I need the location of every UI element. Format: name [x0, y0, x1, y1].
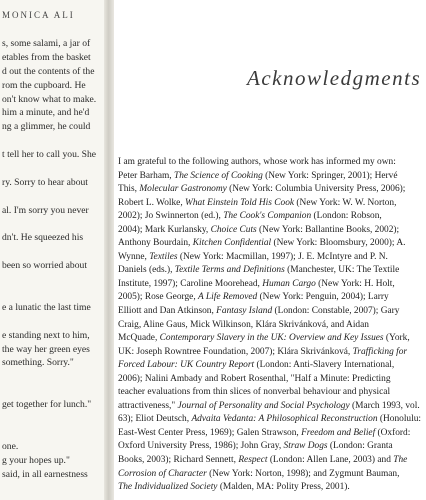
italic-title: Respect	[238, 455, 268, 466]
text-segment: (New York: W. W. Norton,	[294, 197, 397, 208]
text-line: d out the contents of the	[2, 65, 95, 77]
text-segment: Books, 2003); Richard Sennett,	[118, 455, 239, 466]
acknowledgments-text	[118, 156, 426, 495]
italic-title: Human Cargo	[262, 278, 316, 289]
text-line	[2, 162, 107, 176]
text-line	[118, 210, 426, 224]
text-line: something. Sorry."	[2, 357, 74, 369]
text-line: ng a glimmer, he could	[2, 121, 91, 133]
italic-title: Fantasy Island	[216, 306, 273, 317]
text-segment: (London: Robson,	[311, 211, 382, 222]
text-segment: (Honolulu:	[377, 414, 422, 425]
text-line	[2, 370, 107, 384]
text-segment: Oxford University Press, 1986); John Gray,	[118, 441, 284, 452]
text-line	[118, 224, 426, 238]
text-line	[118, 332, 426, 346]
text-segment: (New York: Springer, 2001); Hervé	[262, 170, 398, 181]
text-line	[118, 237, 426, 251]
text-line	[2, 218, 107, 232]
italic-title: Freedom and Belief	[301, 427, 376, 438]
italic-title: Forced Labour: UK Country Report	[118, 360, 255, 371]
text-line: etables from the basket	[2, 51, 91, 63]
text-line	[118, 291, 426, 305]
text-line	[2, 134, 107, 148]
text-segment: (London: Granta	[327, 441, 393, 452]
text-line	[118, 319, 426, 333]
text-segment: Anthony Bourdain,	[118, 238, 193, 249]
text-line: t tell her to call you. She	[2, 149, 97, 161]
text-line: one.	[2, 440, 19, 452]
italic-title: The Cook's Companion	[223, 211, 312, 222]
italic-title: The	[393, 455, 408, 466]
text-segment: teacher evaluations from thin slices of nonverbal behaviour and physical	[118, 387, 391, 398]
text-segment: (New York: H. Holt,	[315, 278, 395, 289]
text-line	[2, 384, 107, 398]
text-segment: (Manchester, UK: The Textile	[284, 265, 400, 276]
text-line	[118, 386, 426, 400]
text-segment: 2005); Rose George,	[118, 292, 199, 303]
text-line: on't know what to make.	[2, 93, 97, 105]
text-segment: 2006); Nalini Ambady and Robert Rosenthal, "Half a Minute: Predicting	[118, 373, 391, 384]
text-segment: (New York: Ballantine Books, 2002);	[256, 224, 400, 235]
italic-title: The Science of Cooking	[173, 170, 263, 181]
text-line: al. I'm sorry you never	[2, 204, 89, 216]
text-segment: (York,	[383, 333, 410, 344]
italic-title: The Individualized Society	[118, 482, 218, 493]
text-line	[2, 273, 107, 287]
text-line	[118, 440, 426, 454]
italic-title: Contemporary Slavery in the UK: Overview and Key Issues	[159, 333, 384, 344]
text-line: dn't. He squeezed his	[2, 232, 84, 244]
right-page	[114, 0, 426, 500]
text-line	[118, 400, 426, 414]
text-segment: This,	[118, 184, 140, 195]
book-gutter	[104, 0, 114, 500]
text-line	[118, 264, 426, 278]
italic-title: Textiles	[149, 251, 178, 262]
text-line	[2, 245, 107, 259]
text-segment: Institute, 1997); Caroline Moorehead,	[118, 278, 263, 289]
text-segment: (Malden, MA: Polity Press, 2001).	[217, 482, 350, 493]
text-line	[118, 359, 426, 373]
left-page	[0, 0, 107, 500]
text-segment: (New York: Norton, 1998); and Zygmunt Bauman,	[206, 468, 400, 479]
text-line	[2, 412, 107, 426]
text-line	[2, 315, 107, 329]
text-line: the way her green eyes	[2, 343, 90, 355]
text-line	[2, 190, 107, 204]
italic-title: Straw Dogs	[283, 441, 328, 452]
text-line	[118, 373, 426, 387]
text-line: rom the cupboard. He	[2, 79, 86, 91]
text-segment: Elliott and Dan Atkinson,	[118, 306, 217, 317]
text-line: s, some salami, a jar of	[2, 38, 91, 49]
text-line: e standing next to him,	[2, 329, 90, 341]
running-head: MONICA ALI	[2, 10, 75, 20]
italic-title: Advaita Vedanta: A Philosophical Reconstruction	[191, 414, 378, 425]
text-segment: UK: Joseph Rowntree Foundation, 2007); Klára Skrivánková,	[118, 346, 353, 357]
italic-title: Kitchen Confidential	[192, 238, 272, 249]
text-segment: Peter Barham,	[118, 170, 174, 181]
text-line	[118, 468, 426, 482]
text-segment: (New York: Columbia University Press, 2006);	[226, 184, 406, 195]
text-line	[118, 413, 426, 427]
text-line: ry. Sorry to hear about	[2, 176, 88, 188]
italic-title: Molecular Gastronomy	[139, 184, 227, 195]
text-segment: Craig, Aline Gaus, Mick Wilkinson, Klára Skrivánková, and Aidan	[118, 319, 369, 330]
italic-title: Textile Terms and Definitions	[174, 265, 285, 276]
text-segment: (London: Allen Lane, 2003) and	[267, 455, 394, 466]
italic-title: Journal of Personality and Social Psychology	[177, 400, 350, 411]
text-line: get together for lunch."	[2, 399, 92, 411]
text-line: g your hopes up."	[2, 454, 70, 466]
text-segment: Daniels (eds.),	[118, 265, 175, 276]
italic-title: Corrosion of Character	[118, 468, 207, 479]
text-line	[118, 346, 426, 360]
text-segment: attractiveness,"	[118, 400, 178, 411]
italic-title: A Life Removed	[198, 292, 258, 303]
text-segment: East-West Center Press, 1969); Galen Strawson,	[118, 427, 302, 438]
italic-title: Trafficking for	[352, 346, 408, 357]
text-segment: I am grateful to the following authors, whose work has informed my own:	[118, 157, 396, 167]
text-line	[118, 170, 426, 184]
text-line	[118, 197, 426, 211]
text-segment: (New York: Macmillan, 1997); J. E. McIntyre and P. N.	[177, 251, 388, 262]
text-segment: 2002); Jo Swinnerton (ed.),	[118, 211, 224, 222]
text-line	[118, 481, 426, 495]
text-segment: (Oxford:	[375, 427, 411, 438]
text-line: e a lunatic the last time	[2, 301, 91, 313]
text-segment: 2004); Mark Kurlansky,	[118, 224, 211, 235]
text-line: been so worried about	[2, 260, 87, 272]
italic-title: What Einstein Told His Cook	[185, 197, 295, 208]
text-segment: Wynne,	[118, 251, 150, 262]
text-segment: (New York: Penguin, 2004); Larry	[257, 292, 389, 303]
text-line	[118, 278, 426, 292]
page-title: Acknowledgments	[247, 66, 422, 90]
text-segment: (London: Constable, 2007); Gary	[272, 306, 400, 317]
text-line	[2, 287, 107, 301]
text-line	[118, 156, 426, 170]
text-segment: (March 1993, vol.	[349, 400, 420, 411]
text-segment: 63); Eliot Deutsch,	[118, 414, 192, 425]
text-line	[2, 426, 107, 440]
italic-title: Choice Cuts	[210, 224, 257, 235]
text-segment: (New York: Bloomsbury, 2000); A.	[271, 238, 406, 249]
text-line	[118, 251, 426, 265]
text-line	[118, 305, 426, 319]
left-page-text	[2, 37, 107, 482]
text-line	[118, 427, 426, 441]
text-segment: Robert L. Wolke,	[118, 197, 186, 208]
text-segment: (London: Anti-Slavery International,	[254, 360, 395, 371]
text-line	[118, 183, 426, 197]
text-line: him a minute, and he'd	[2, 107, 90, 119]
text-line	[118, 454, 426, 468]
text-segment: McQuade,	[118, 333, 160, 344]
text-line: said, in all earnestness	[2, 468, 88, 480]
